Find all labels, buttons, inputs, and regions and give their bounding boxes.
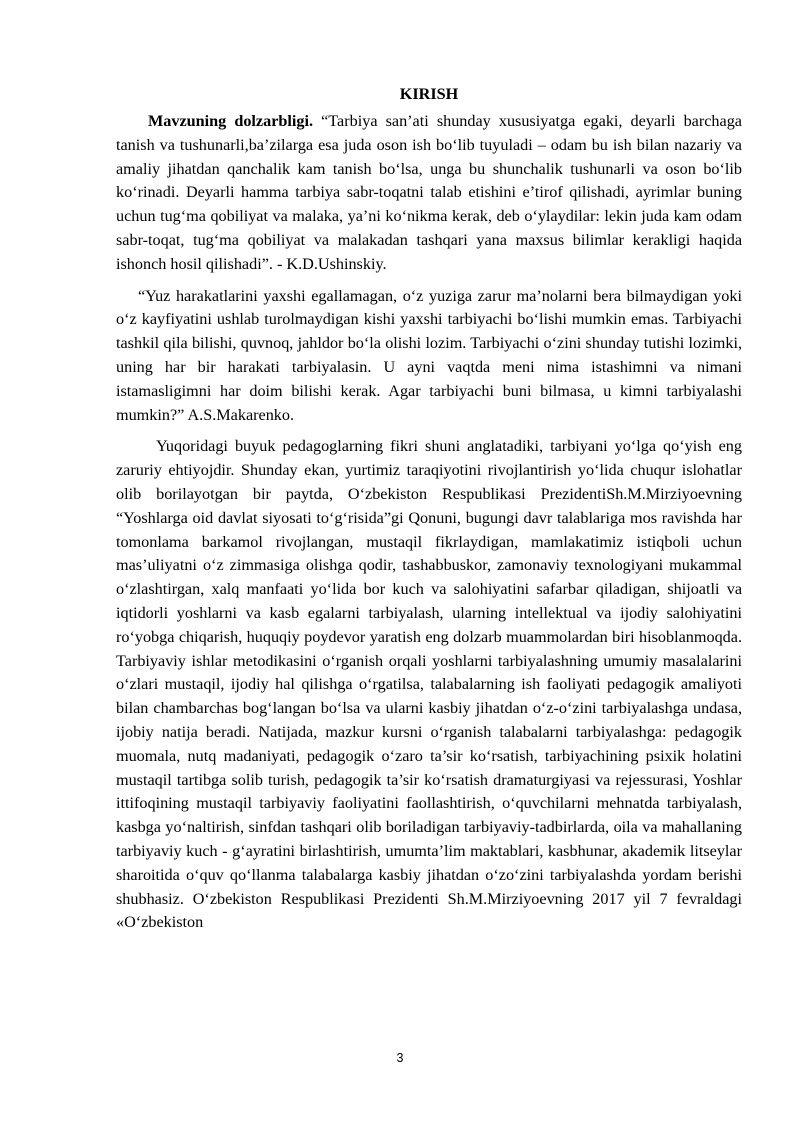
paragraph-main-body: Yuqoridagi buyuk pedagoglarning fikri shuni anglatadiki, tarbiyani yo‘lga qo‘yish eng zaruriy ehtiyojdir. Shunday ekan, yurtimiz taraqiyotini rivojlantirish yo‘lida chuqur islohatlar olib borilayotgan bir paytda, O‘zbekiston Respublikasi PrezidentiSh.M.Mirziyoevning “Yoshlarga oid davlat siyosati to‘g‘risida”gi Qonuni, bugungi davr talablariga mos ravishda har tomonlama barkamol rivojlangan, mustaqil fikrlaydigan, mamlakatimiz istiqboli uchun mas’uliyatni o‘z zimmasiga olishga qodir, tashabbuskor, zamonaviy texnologiyani mukammal o‘zlashtirgan, xalq manfaati yo‘lida bor kuch va salohiyatini safarbar qiladigan, shijoatli va iqtidorli yoshlarni va kasb egalarni tarbiyalash, ularning intellektual va ijodiy salohiyatini ro‘yobga chiqarish, huquqiy poydevor yaratish eng dolzarb muammolardan biri hisoblanmoqda. Tarbiyaviy ishlar metodikasini o‘rganish orqali yoshlarni tarbiyalashning umumiy masalalarini o‘zlari mustaqil, ijodiy hal qilishga o‘rgatilsa, talabalarning ish faoliyati pedagogik amaliyoti bilan chambarchas bog‘langan bo‘lsa va ularni kasbiy jihatdan o‘z-o‘zini tarbiyalashga undasa, ijobiy natija beradi. Natijada, mazkur kursni o‘rganish talabalarni tarbiyalashga: pedagogik muomala, nutq madaniyati, pedagogik o‘zaro ta’sir ko‘rsatish, tarbiyachining psixik holatini mustaqil tartibga solib turish, pedagogik ta’sir ko‘rsatish dramaturgiyasi va rejessurasi, Yoshlar ittifoqining mustaqil tarbiyaviy faoliyatini faollashtirish, o‘quvchilarni mehnatda tarbiyalash, kasbga yo‘naltirish, sinfdan tashqari olib boriladigan tarbiyaviy-tadbirlarda, oila va mahallaning tarbiyaviy kuch - g‘ayratini birlashtirish, umumta’lim maktablari, kasbhunar, akademik litseylar sharoitida o‘quv qo‘llanma talabalarga kasbiy jihatdan o‘zo‘zini tarbiyalashda yordam berishi shubhasiz. O‘zbekiston Respublikasi Prezidenti Sh.M.Mirziyoevning 2017 yil 7 fevraldagi «O‘zbekiston <box>116 437 742 932</box>
section-heading: KIRISH <box>399 85 459 103</box>
paragraph-relevance <box>116 110 742 277</box>
paragraph-text: “Tarbiya san’ati shunday xususiyatga egaki, deyarli barchaga tanish va tushunarli,ba’zilarga esa juda oson ish bo‘lib tuyuladi – odam bu ish bilan nazariy va amaliy jihatdan qanchalik kam tanish bo‘lsa, unga bu shunchalik tushunarli va oson bo‘lib ko‘rinadi. Deyarli hamma tarbiya sabr-toqatni talab etishini e’tirof qilishadi, ayrimlar buning uchun tug‘ma qobiliyat va malaka, ya’ni ko‘nikma kerak, deb o‘ylaydilar: lekin juda kam odam sabr-toqat, tug‘ma qobiliyat va malakadan tashqari yana maxsus bilimlar kerakligi haqida ishonch hosil qilishadi”. - K.D.Ushinskiy. <box>116 112 742 273</box>
paragraph-makarenko-quote: “Yuz harakatlarini yaxshi egallamagan, o‘z yuziga zarur ma’nolarni bera bilmaydigan yoki o‘z kayfiyatini ushlab turolmaydigan kishi yaxshi tarbiyachi bo‘lishi mumkin emas. Tarbiyachi tashkil qila bilishi, quvnoq, jahldor bo‘la olishi lozim. Tarbiyachi o‘zini shunday tutishi lozimki, uning har bir harakati tarbiyalasin. U ayni vaqtda meni nima istashimni va nimani istamasligimni har doim bilishi kerak. Agar tarbiyachi buni bilmasa, u kimni tarbiyalashi mumkin?” A.S.Makarenko. <box>116 286 742 424</box>
paragraph-lead: Mavzuning dolzarbligi. <box>148 112 314 130</box>
document-page <box>116 82 742 935</box>
page-number: 3 <box>396 1051 404 1065</box>
